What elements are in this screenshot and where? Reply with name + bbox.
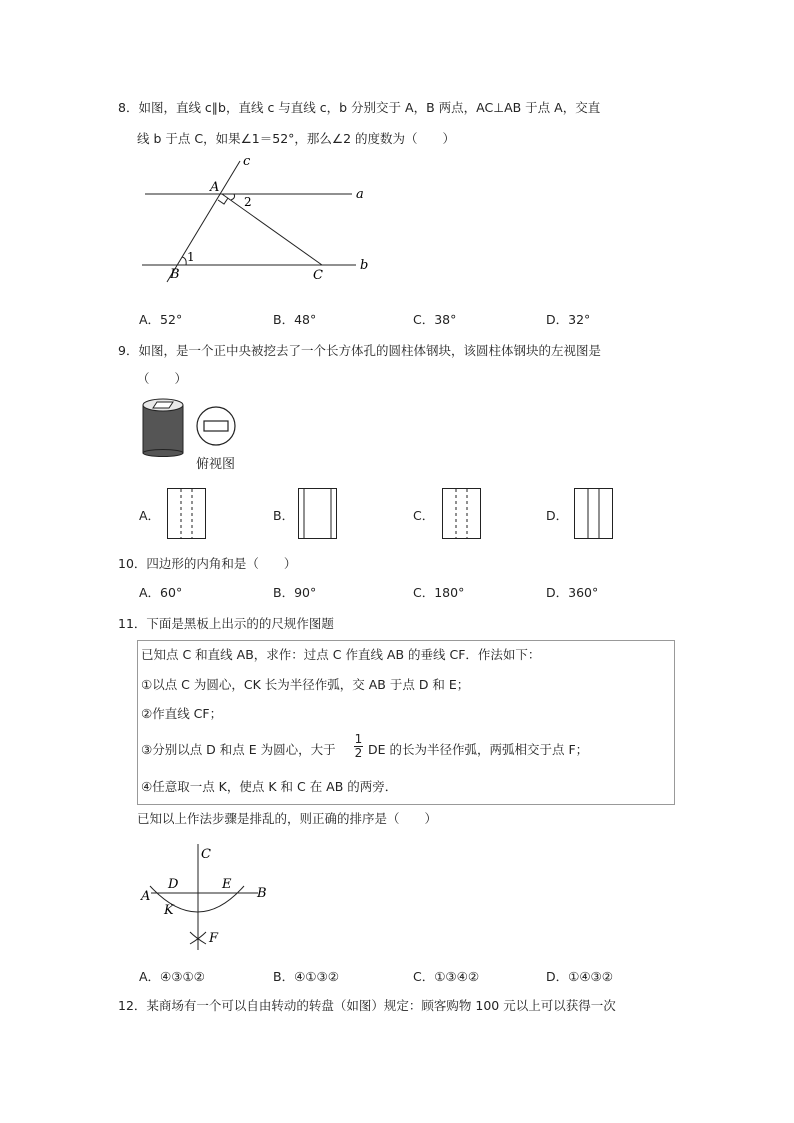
q11-box-line4a: ③分别以点 D 和点 E 为圆心，大于 bbox=[141, 742, 336, 757]
q11-after-text: 已知以上作法步骤是排乱的，则正确的排序是（ ） bbox=[137, 811, 438, 826]
q9-option-d-figure[interactable] bbox=[574, 488, 614, 540]
q9-option-d[interactable]: D． bbox=[546, 508, 569, 523]
top-view-label: 俯视图 bbox=[196, 457, 236, 472]
top-view-hole bbox=[204, 421, 228, 431]
q8-option-c[interactable]: C．38° bbox=[413, 312, 457, 327]
q11-text-line1: 11．下面是黑板上出示的的尺规作图题 bbox=[118, 616, 334, 631]
q11-box-line1: 已知点 C 和直线 AB，求作：过点 C 作直线 AB 的垂线 CF．作法如下： bbox=[141, 647, 541, 662]
segment-ac bbox=[222, 194, 322, 265]
label-angle-2: 2 bbox=[244, 195, 252, 209]
q8-text-line2: 线 b 于点 C，如果∠1＝52°，那么∠2 的度数为（ ） bbox=[137, 131, 456, 146]
q10-option-a[interactable]: A．60° bbox=[139, 585, 183, 600]
label-C: C bbox=[201, 847, 211, 862]
label-A: A bbox=[141, 889, 151, 904]
angle-1-arc bbox=[182, 257, 186, 265]
label-a: a bbox=[356, 187, 364, 202]
label-c: c bbox=[243, 154, 251, 169]
q10-text-line1: 10．四边形的内角和是（ ） bbox=[118, 556, 297, 571]
q9-option-b[interactable]: B． bbox=[273, 508, 295, 523]
label-B: B bbox=[257, 886, 267, 901]
q9-text-line2: （ ） bbox=[137, 371, 188, 386]
q10-option-d[interactable]: D．360° bbox=[546, 585, 599, 600]
q9-option-c-figure[interactable] bbox=[442, 488, 482, 540]
line-c bbox=[167, 161, 240, 282]
q11-box-line2: ①以点 C 为圆心，CK 长为半径作弧，交 AB 于点 D 和 E； bbox=[141, 677, 470, 692]
q9-option-c[interactable]: C． bbox=[413, 508, 435, 523]
label-angle-1: 1 bbox=[187, 250, 195, 264]
q9-option-b-figure[interactable] bbox=[298, 488, 338, 540]
q9-option-a-figure[interactable] bbox=[167, 488, 207, 540]
q9-text-line1: 9．如图，是一个正中央被挖去了一个长方体孔的圆柱体钢块，该圆柱体钢块的左视图是 bbox=[118, 343, 601, 358]
q8-option-d[interactable]: D．32° bbox=[546, 312, 591, 327]
fraction-one-half bbox=[354, 734, 363, 759]
angle-2-arc bbox=[231, 194, 235, 200]
label-E: E bbox=[222, 877, 232, 892]
label-C: C bbox=[313, 268, 323, 283]
label-K: K bbox=[164, 903, 174, 918]
q10-option-c[interactable]: C．180° bbox=[413, 585, 465, 600]
q11-option-d[interactable]: D．①④③② bbox=[546, 969, 613, 984]
fraction-numerator: 1 bbox=[354, 732, 363, 746]
right-angle-mark bbox=[218, 198, 228, 204]
label-b: b bbox=[360, 258, 369, 273]
q9-option-a[interactable]: A． bbox=[139, 508, 161, 523]
q8-text-line1: 8．如图，直线 c∥b，直线 c 与直线 c，b 分别交于 A，B 两点，AC⊥AB 于点 A，交直 bbox=[118, 100, 601, 115]
q9-cylinder-figure bbox=[138, 396, 248, 458]
label-F: F bbox=[209, 931, 219, 946]
q11-figure bbox=[136, 838, 276, 958]
q11-box-line3: ②作直线 CF； bbox=[141, 706, 223, 721]
label-D: D bbox=[168, 877, 179, 892]
q8-option-b[interactable]: B．48° bbox=[273, 312, 317, 327]
q11-box-line5: ④任意取一点 K，使点 K 和 C 在 AB 的两旁． bbox=[141, 779, 398, 794]
q11-option-a[interactable]: A．④③①② bbox=[139, 969, 205, 984]
q11-box-line4b: DE 的长为半径作弧，两弧相交于点 F； bbox=[368, 742, 589, 757]
label-A: A bbox=[210, 180, 220, 195]
q8-option-a[interactable]: A．52° bbox=[139, 312, 183, 327]
fraction-denominator: 2 bbox=[354, 746, 363, 760]
q12-text-line1: 12．某商场有一个可以自由转动的转盘（如图）规定：顾客购物 100 元以上可以获得一次 bbox=[118, 998, 616, 1013]
label-B: B bbox=[170, 267, 180, 282]
q11-option-c[interactable]: C．①③④② bbox=[413, 969, 480, 984]
q11-option-b[interactable]: B．④①③② bbox=[273, 969, 339, 984]
q10-option-b[interactable]: B．90° bbox=[273, 585, 317, 600]
q8-figure bbox=[130, 152, 380, 284]
